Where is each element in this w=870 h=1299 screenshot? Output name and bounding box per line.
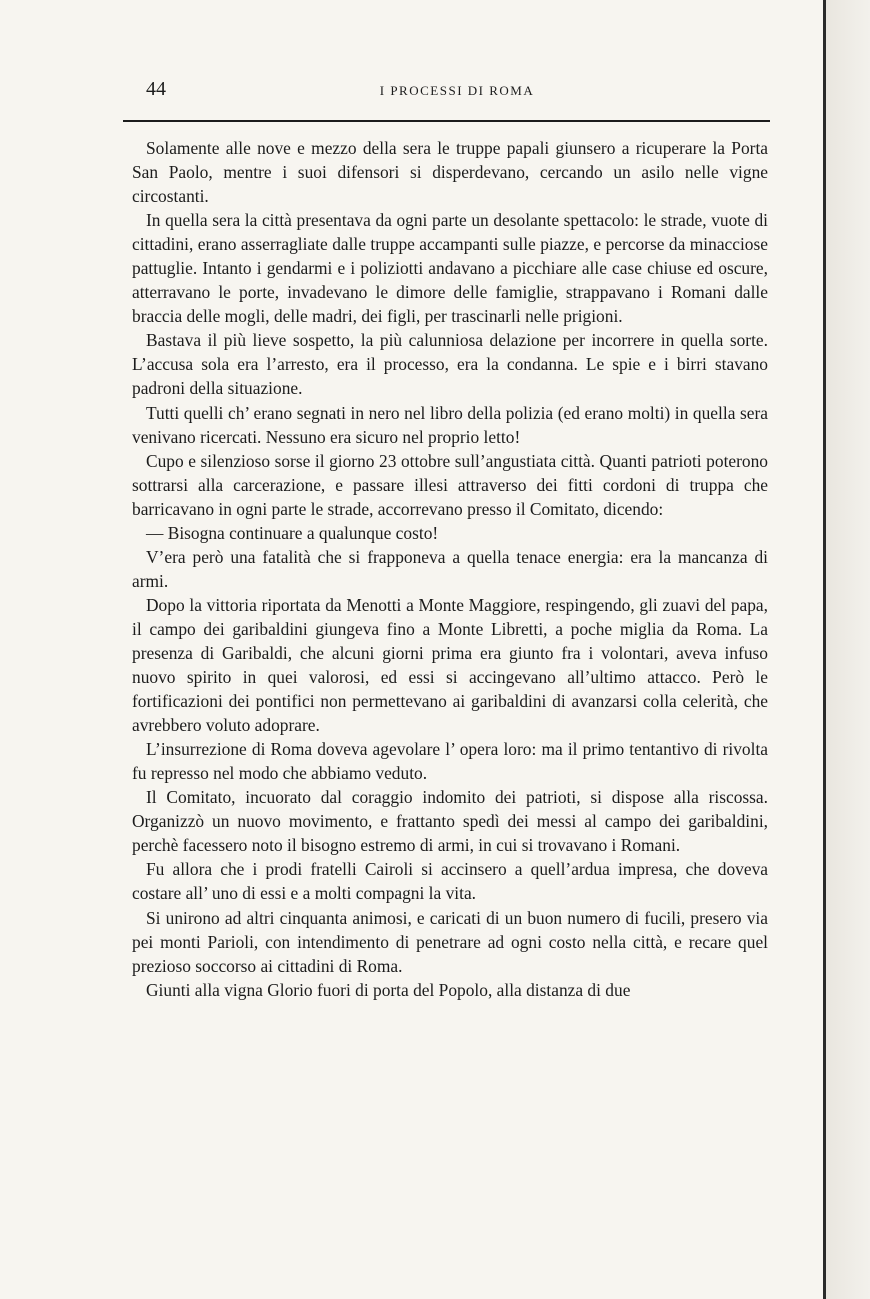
paragraph: Giunti alla vigna Glorio fuori di porta del Popolo, alla distanza di due	[146, 979, 631, 1000]
paragraph: Si unirono ad altri cinquanta animosi, e caricati di un buon numero di fucili, presero via pei monti Parioli, con intendimento di penetrare ad ogni costo nella città, e recare quel prezioso soccorso ai cittadini di Roma.	[132, 907, 768, 976]
paragraph: — Bisogna continuare a qualunque costo!	[146, 522, 439, 543]
paragraph: Cupo e silenzioso sorse il giorno 23 ottobre sull’angustiata città. Quanti patrioti poterono sottrarsi alla carcerazione, e passare illesi attraverso dei fitti cordoni di truppa che barricavano in ogni parte le strade, accorrevano presso il Comitato, dicendo:	[132, 450, 768, 519]
paragraph: In quella sera la città presentava da ogni parte un desolante spettacolo: le strade, vuote di cittadini, erano asserragliate dalle truppe accampanti sulle piazze, e percorse da minacciose pattuglie. Intanto i gendarmi e i poliziotti andavano a picchiare alle case chiuse ed oscure, atterravano le porte, invadevano le dimore delle famiglie, strappavano i Romani dalle braccia delle mogli, delle madri, dei figli, per trascinarli nelle prigioni.	[132, 210, 768, 327]
page-number: 44	[146, 78, 166, 100]
paragraph: Fu allora che i prodi fratelli Cairoli si accinsero a quell’ardua impresa, che doveva costare all’ uno di essi e a molti compagni la vita.	[132, 859, 768, 904]
paragraph: Bastava il più lieve sospetto, la più calunniosa delazione per incorrere in quella sorte. L’accusa sola era l’arresto, era il processo, era la condanna. Le spie e i birri stavano padroni della situazione.	[132, 330, 768, 399]
running-title: I PROCESSI DI ROMA	[379, 83, 535, 98]
page-header	[146, 78, 768, 102]
page-edge-shadow	[826, 0, 870, 1299]
paragraph: V’era però una fatalità che si frapponeva a quella tenace energia: era la mancanza di armi.	[132, 546, 768, 591]
header-rule	[123, 120, 770, 122]
page-edge-line	[823, 0, 826, 1299]
body-text	[132, 136, 768, 1002]
paragraph: Tutti quelli ch’ erano segnati in nero nel libro della polizia (ed erano molti) in quella sera venivano ricercati. Nessuno era sicuro nel proprio letto!	[132, 402, 768, 447]
paragraph: Dopo la vittoria riportata da Menotti a Monte Maggiore, respingendo, gli zuavi del papa, il campo dei garibaldini giungeva fino a Monte Libretti, a poche miglia da Roma. La presenza di Garibaldi, che alcuni giorni prima era giunto fra i volontari, aveva infuso nuovo spirito in quei valorosi, ed essi si accingevano all’ultimo attacco. Però le fortificazioni dei pontifici non permettevano ai garibaldini di avanzarsi colla celerità, che avrebbero voluto adoprare.	[132, 594, 768, 736]
paragraph: Il Comitato, incuorato dal coraggio indomito dei patrioti, si dispose alla riscossa. Organizzò un nuovo movimento, e frattanto spedì dei messi al campo dei garibaldini, perchè facessero noto il bisogno estremo di armi, in cui si trovavano i Romani.	[132, 787, 768, 856]
paragraph: Solamente alle nove e mezzo della sera le truppe papali giunsero a ricuperare la Porta San Paolo, mentre i suoi difensori si disperdevano, cercando un asilo nelle vigne circostanti.	[132, 138, 768, 207]
paragraph: L’insurrezione di Roma doveva agevolare l’ opera loro: ma il primo tentantivo di rivolta fu represso nel modo che abbiamo veduto.	[132, 739, 768, 784]
